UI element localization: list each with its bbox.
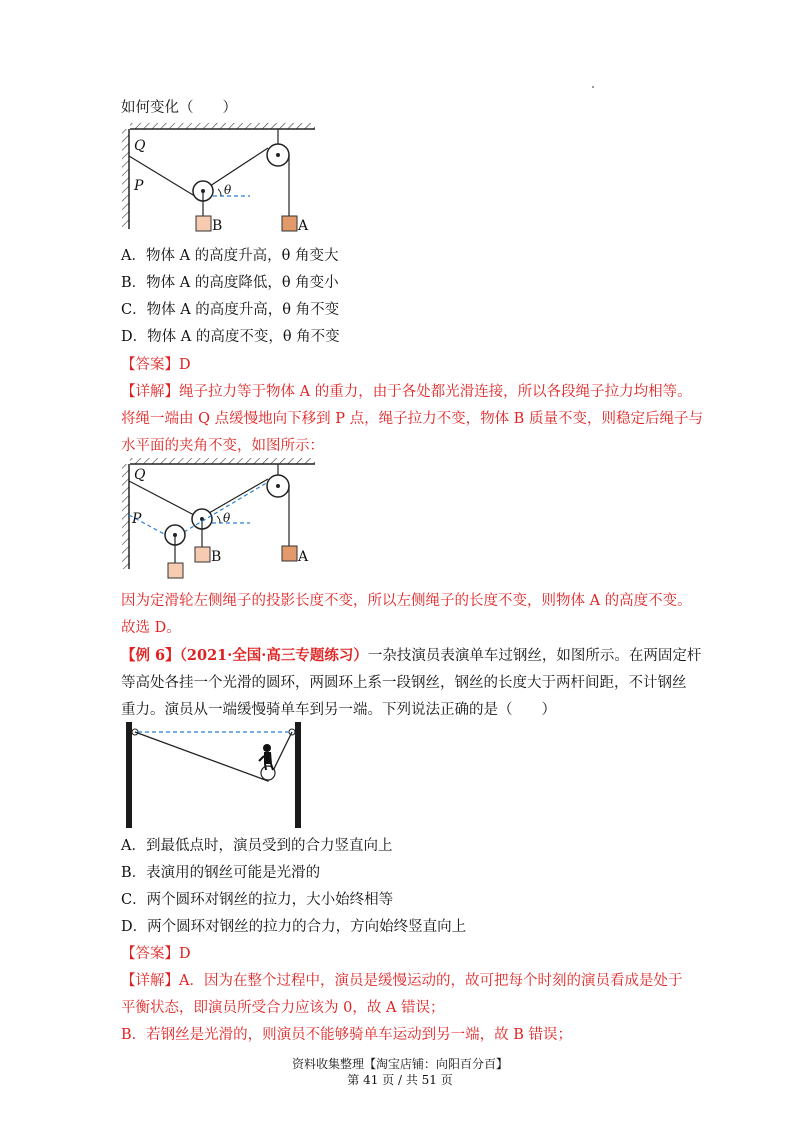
detail-line: 故选 D。 bbox=[121, 620, 181, 636]
tightrope-figure bbox=[118, 718, 314, 830]
detail-line: 【详解】绳子拉力等于物体 A 的重力，由于各处都光滑连接，所以各段绳子拉力均相等。 bbox=[121, 384, 692, 400]
option-b: B．表演用的钢丝可能是光滑的 bbox=[121, 865, 321, 881]
example-6-line3: 重力。演员从一端缓慢骑单车到另一端。下列说法正确的是（ ） bbox=[121, 702, 556, 718]
detail-line: 因为定滑轮左侧绳子的投影长度不变，所以左侧绳子的长度不变，则物体 A 的高度不变。 bbox=[121, 593, 692, 609]
label-p: P bbox=[132, 511, 142, 527]
question-tail: 如何变化（ ） bbox=[121, 100, 237, 116]
label-q: Q bbox=[134, 138, 146, 154]
detail-line: B．若钢丝是光滑的，则演员不能够骑单车运动到另一端，故 B 错误； bbox=[121, 1027, 573, 1043]
option-d: D．两个圆环对钢丝的拉力的合力，方向始终竖直向上 bbox=[121, 919, 467, 935]
block-a bbox=[282, 546, 297, 561]
example-6-text: 一杂技演员表演单车过钢丝，如图所示。在两固定杆 bbox=[367, 648, 702, 664]
detail-line: 将绳一端由 Q 点缓慢地向下移到 P 点，绳子拉力不变，物体 B 质量不变，则稳定后绳子与 bbox=[121, 411, 703, 427]
block-a bbox=[282, 216, 297, 231]
label-q: Q bbox=[134, 467, 146, 483]
option-c: C．两个圆环对钢丝的拉力，大小始终相等 bbox=[121, 892, 394, 908]
label-theta: θ bbox=[223, 511, 231, 525]
option-a: A．物体 A 的高度升高，θ 角变大 bbox=[121, 248, 339, 264]
block-b bbox=[196, 216, 211, 231]
answer-label: 【答案】D bbox=[121, 357, 191, 373]
answer-label: 【答案】D bbox=[121, 946, 191, 962]
label-a: A bbox=[298, 549, 309, 565]
example-6-line2: 等高处各挂一个光滑的圆环，两圆环上系一段钢丝，钢丝的长度大于两杆间距，不计钢丝 bbox=[121, 675, 687, 691]
label-p: P bbox=[134, 178, 144, 194]
label-b: B bbox=[211, 549, 222, 565]
example-6-tag: 【例 6】（2021·全国·高三专题练习） bbox=[121, 647, 368, 664]
option-b: B．物体 A 的高度降低，θ 角变小 bbox=[121, 275, 339, 291]
stray-dot bbox=[592, 86, 594, 88]
detail-line: 【详解】A．因为在整个过程中，演员是缓慢运动的，故可把每个时刻的演员看成是处于 bbox=[121, 973, 683, 989]
label-b: B bbox=[212, 218, 223, 234]
footer-source: 资料收集整理【淘宝店铺：向阳百分百】 bbox=[291, 1057, 508, 1071]
label-a: A bbox=[298, 218, 309, 234]
option-c: C．物体 A 的高度升高，θ 角不变 bbox=[121, 302, 340, 318]
pulley-figure-2 bbox=[118, 455, 323, 585]
option-d: D．物体 A 的高度不变，θ 角不变 bbox=[121, 329, 340, 345]
example-6-line1 bbox=[121, 646, 701, 666]
block-b bbox=[195, 547, 210, 562]
performer-head bbox=[263, 744, 271, 752]
label-theta: θ bbox=[224, 183, 232, 197]
option-a: A．到最低点时，演员受到的合力竖直向上 bbox=[121, 838, 393, 854]
block-b-lowered bbox=[168, 563, 183, 578]
footer-page-number: 第 41 页 / 共 51 页 bbox=[347, 1073, 453, 1087]
performer-body bbox=[264, 752, 272, 764]
detail-line: 平衡状态，即演员所受合力应该为 0，故 A 错误； bbox=[121, 1000, 445, 1016]
detail-line: 水平面的夹角不变，如图所示： bbox=[121, 438, 324, 454]
pulley-figure-1 bbox=[118, 120, 323, 245]
